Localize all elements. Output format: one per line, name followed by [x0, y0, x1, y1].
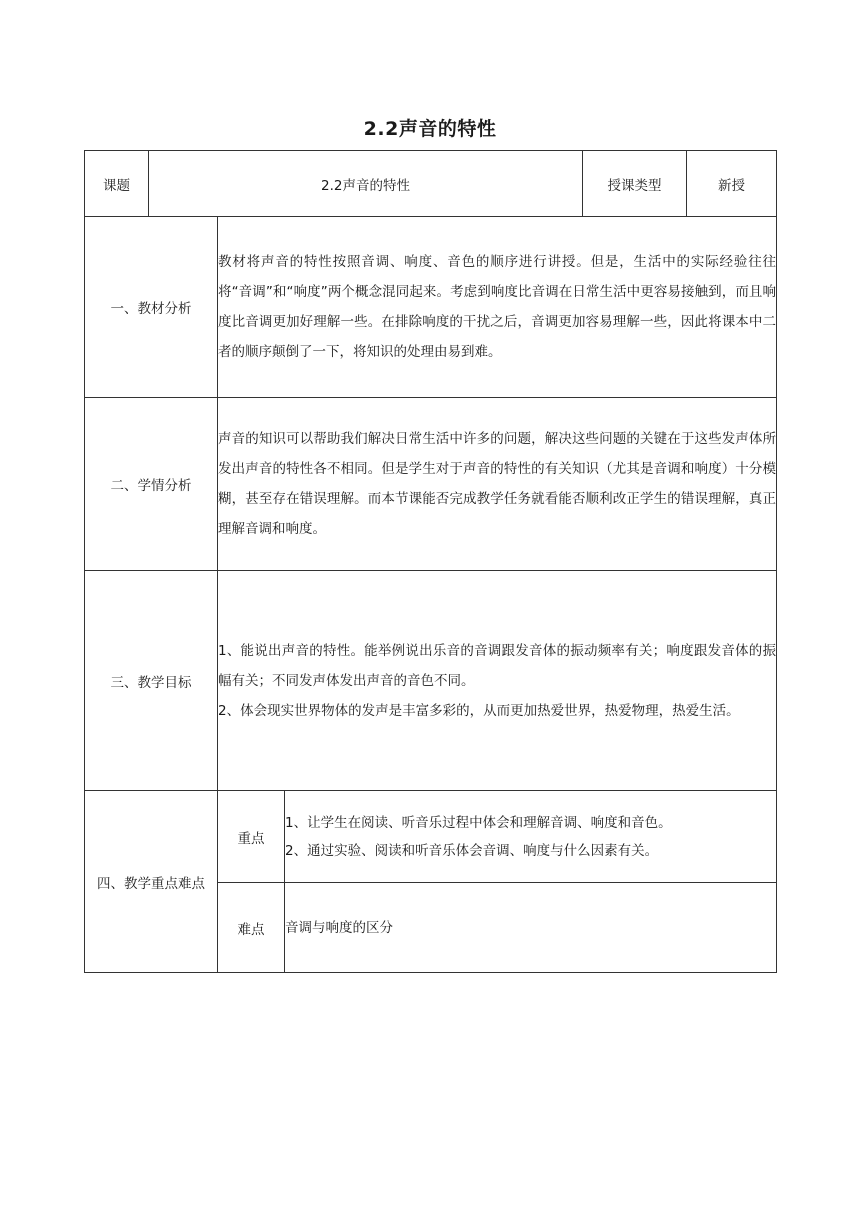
textbook-analysis-label: 一、教材分析 [85, 217, 218, 398]
student-analysis-text: 声音的知识可以帮助我们解决日常生活中许多的问题，解决这些问题的关键在于这些发声体所发出声音的特性各不相同。但是学生对于声音的特性的有关知识（尤其是音调和响度）十分模糊，甚至存在错误理解。而本节课能否完成教学任务就看能否顺利改正学生的错误理解，真正理解音调和响度。 [218, 431, 777, 537]
lesson-type-label: 授课类型 [583, 151, 687, 217]
teaching-goal-2: 2、体会现实世界物体的发声是丰富多彩的，从而更加热爱世界，热爱物理，热爱生活。 [218, 702, 740, 719]
teaching-goal-1: 1、能说出声音的特性。能举例说出乐音的音调跟发音体的振动频率有关；响度跟发音体的振幅有关；不同发声体发出声音的音色不同。 [218, 642, 777, 689]
student-analysis-row [85, 398, 777, 571]
focus-row [85, 791, 777, 883]
difficulty-label: 难点 [218, 883, 285, 973]
page-title: 2.2声音的特性 [363, 118, 497, 140]
difficulty-text: 音调与响度的区分 [285, 883, 777, 973]
focus-item-2: 2、通过实验、阅读和听音乐体会音调、响度与什么因素有关。 [285, 842, 659, 859]
key-points-label: 四、教学重点难点 [85, 791, 218, 973]
textbook-analysis-row [85, 217, 777, 398]
focus-item-1: 1、让学生在阅读、听音乐过程中体会和理解音调、响度和音色。 [285, 814, 672, 831]
focus-label: 重点 [218, 791, 285, 883]
teaching-goals-label: 三、教学目标 [85, 571, 218, 791]
lesson-type-value: 新授 [687, 151, 777, 217]
textbook-analysis-text: 教材将声音的特性按照音调、响度、音色的顺序进行讲授。但是，生活中的实际经验往往将“音调”和“响度”两个概念混同起来。考虑到响度比音调在日常生活中更容易接触到，而且响度比音调更加好理解一些。在排除响度的干扰之后，音调更加容易理解一些，因此将课本中二者的顺序颠倒了一下，将知识的处理由易到难。 [218, 254, 777, 360]
student-analysis-label: 二、学情分析 [85, 398, 218, 571]
header-row [85, 151, 777, 217]
topic-label: 课题 [85, 151, 149, 217]
teaching-goals-row [85, 571, 777, 791]
lesson-plan-table [84, 150, 777, 973]
topic-value: 2.2声音的特性 [149, 151, 583, 217]
